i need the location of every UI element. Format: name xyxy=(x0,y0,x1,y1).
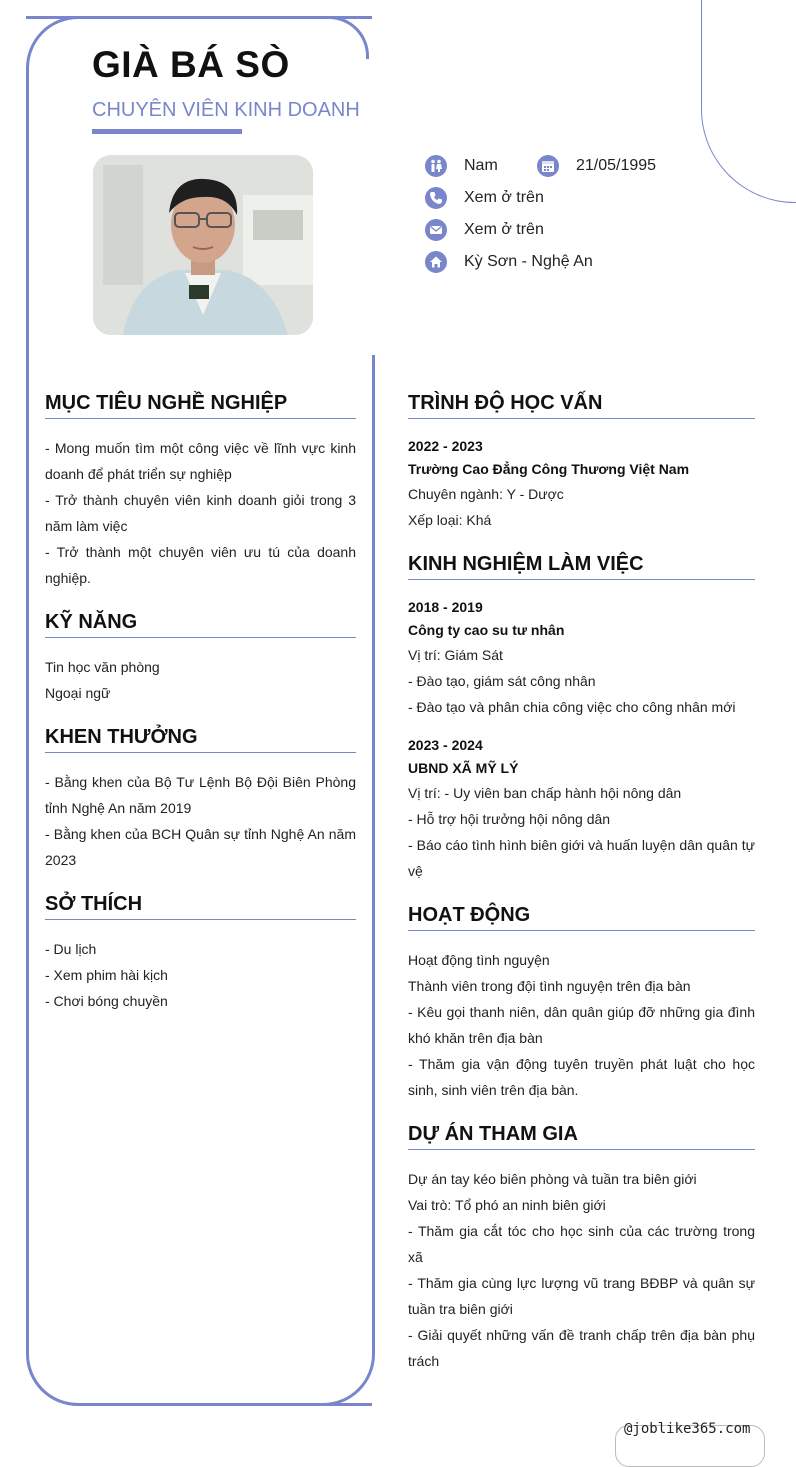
contact-address xyxy=(425,251,593,273)
job-line: Vị trí: - Uy viên ban chấp hành hội nông dân xyxy=(408,785,682,801)
job-company: UBND XÃ MỸ LÝ xyxy=(408,760,519,776)
job-company: Công ty cao su tư nhân xyxy=(408,622,565,638)
job-period: 2018 - 2019 xyxy=(408,599,483,615)
education-major: Chuyên ngành: Y - Dược xyxy=(408,486,564,502)
project-line: Dự án tay kéo biên phòng và tuần tra biên giới xyxy=(408,1171,697,1187)
activity-line: - Kêu gọi thanh niên, dân quân giúp đỡ những gia đình khó khăn trên địa bàn xyxy=(408,1004,755,1046)
job-entry xyxy=(408,596,755,720)
birthday-value: 21/05/1995 xyxy=(576,157,657,174)
projects-heading: DỰ ÁN THAM GIA xyxy=(408,1123,755,1150)
contact-phone xyxy=(425,187,544,209)
calendar-icon xyxy=(537,155,559,177)
objective-heading: MỤC TIÊU NGHỀ NGHIỆP xyxy=(45,392,356,419)
address-value: Kỳ Sơn - Nghệ An xyxy=(464,253,593,270)
job-entry xyxy=(408,734,755,884)
school-name: Trường Cao Đẳng Công Thương Việt Nam xyxy=(408,461,690,477)
title-underline xyxy=(92,129,242,134)
hobbies-heading: SỞ THÍCH xyxy=(45,893,356,920)
skill-item: Tin học văn phòng xyxy=(45,659,160,675)
activity-line: Hoạt động tình nguyện xyxy=(408,952,550,968)
awards-section xyxy=(45,726,356,873)
gender-value: Nam xyxy=(464,157,498,174)
activity-line: Thành viên trong đội tình nguyện trên địa bàn xyxy=(408,978,691,994)
objective-line: - Mong muốn tìm một công việc về lĩnh vực kinh doanh để phát triển sự nghiệp xyxy=(45,440,356,482)
right-column xyxy=(408,392,755,1394)
contact-email xyxy=(425,219,544,241)
job-line: Vị trí: Giám Sát xyxy=(408,647,503,663)
experience-heading: KINH NGHIỆM LÀM VIỆC xyxy=(408,553,755,580)
watermark: @joblike365.com xyxy=(624,1421,751,1437)
phone-icon xyxy=(425,187,447,209)
activities-section xyxy=(408,904,755,1103)
projects-section xyxy=(408,1123,755,1374)
corner-decoration xyxy=(701,0,796,203)
contact-gender xyxy=(425,155,498,177)
project-line: - Giải quyết những vấn đề tranh chấp trên địa bàn phụ trách xyxy=(408,1327,755,1369)
hobby-item: - Chơi bóng chuyền xyxy=(45,993,168,1009)
skills-heading: KỸ NĂNG xyxy=(45,611,356,638)
skills-section xyxy=(45,611,356,706)
education-heading: TRÌNH ĐỘ HỌC VẤN xyxy=(408,392,755,419)
education-period: 2022 - 2023 xyxy=(408,438,483,454)
award-line: - Bằng khen của Bộ Tư Lệnh Bộ Đội Biên Phòng tỉnh Nghệ An năm 2019 xyxy=(45,774,356,816)
job-period: 2023 - 2024 xyxy=(408,737,483,753)
left-column xyxy=(45,392,356,1034)
skill-item: Ngoại ngữ xyxy=(45,685,111,701)
email-icon xyxy=(425,219,447,241)
education-section xyxy=(408,392,755,533)
project-line: Vai trò: Tổ phó an ninh biên giới xyxy=(408,1197,606,1213)
objective-line: - Trở thành một chuyên viên ưu tú của doanh nghiệp. xyxy=(45,544,356,586)
profile-photo xyxy=(93,155,313,335)
activity-line: - Thăm gia vận động tuyên truyền phát luật cho học sinh, sinh viên trên địa bàn. xyxy=(408,1056,755,1098)
experience-section xyxy=(408,553,755,884)
candidate-name: GIÀ BÁ SÒ xyxy=(92,44,290,85)
job-title: CHUYÊN VIÊN KINH DOANH xyxy=(92,99,360,121)
job-line: - Đào tạo và phân chia công việc cho công nhân mới xyxy=(408,699,736,715)
awards-heading: KHEN THƯỞNG xyxy=(45,726,356,753)
phone-value: Xem ở trên xyxy=(464,189,544,206)
objective-line: - Trở thành chuyên viên kinh doanh giỏi trong 3 năm làm việc xyxy=(45,492,356,534)
education-grade: Xếp loại: Khá xyxy=(408,512,492,528)
hobbies-section xyxy=(45,893,356,1014)
job-line: - Đào tạo, giám sát công nhân xyxy=(408,673,596,689)
objective-section xyxy=(45,392,356,591)
award-line: - Bằng khen của BCH Quân sự tỉnh Nghệ An năm 2023 xyxy=(45,826,356,868)
gender-icon xyxy=(425,155,447,177)
project-line: - Thăm gia cắt tóc cho học sinh của các trường trong xã xyxy=(408,1223,755,1265)
hobby-item: - Du lịch xyxy=(45,941,97,957)
project-line: - Thăm gia cùng lực lượng vũ trang BĐBP và quân sự tuần tra biên giới xyxy=(408,1275,755,1317)
contact-birthday xyxy=(537,155,656,177)
home-icon xyxy=(425,251,447,273)
job-line: - Báo cáo tình hình biên giới và huấn luyện dân quân tự vệ xyxy=(408,837,755,879)
email-value: Xem ở trên xyxy=(464,221,544,238)
activities-heading: HOẠT ĐỘNG xyxy=(408,904,755,931)
hobby-item: - Xem phim hài kịch xyxy=(45,967,168,983)
job-line: - Hỗ trợ hội trưởng hội nông dân xyxy=(408,811,611,827)
